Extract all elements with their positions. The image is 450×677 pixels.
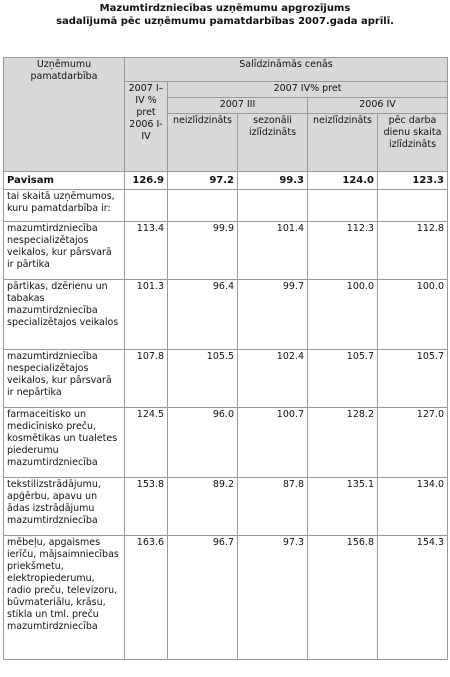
table-row [4,280,448,350]
subgroup-header: 2007 IV% pret [168,82,448,98]
cell-value: 99.7 [238,280,308,350]
row-label: mēbeļu, apgaismes ierīču, mājsaimniecības priekšmetu, elektropiederumu, radio preču, televizoru, būvmateriālu, krāsu, stikla un tml. preču mazumtirdzniecība [4,536,125,660]
cell-value: 100.7 [238,408,308,478]
period-b-header: 2006 IV [308,98,448,114]
cell-value: 113.4 [125,222,168,280]
cell-value: 87.8 [238,478,308,536]
cell-value: 123.3 [378,172,448,190]
cell-value: 124.5 [125,408,168,478]
turnover-table [3,57,448,660]
col-unadjusted2-header: neizlīdzināts [308,114,378,172]
cell-value: 97.2 [168,172,238,190]
cell-value: 96.7 [168,536,238,660]
cell-value: 124.0 [308,172,378,190]
row-label: mazumtirdzniecība nespecializētajos veikalos, kur pārsvarā ir nepārtika [4,350,125,408]
cell-value: 99.3 [238,172,308,190]
cell-value: 100.0 [308,280,378,350]
cell-value: 96.0 [168,408,238,478]
cell-value: 134.0 [378,478,448,536]
table-row [4,350,448,408]
row-label: tekstilizstrādājumu, apģērbu, apavu un ādas izstrādājumu mazumtirdzniecība [4,478,125,536]
title-line-2: sadalījumā pēc uzņēmumu pamatdarbības 2007.gada aprīlī. [56,16,394,27]
table-row [4,536,448,660]
cell-value: 107.8 [125,350,168,408]
col-seasonal-header: sezonāli izlīdzināts [238,114,308,172]
row-label: pārtikas, dzērienu un tabakas mazumtirdzniecība specializētajos veikalos [4,280,125,350]
table-row [4,172,448,190]
cell-value: 105.7 [378,350,448,408]
row-label: farmaceitisko un medicīnisko preču, kosmētikas un tualetes piederumu mazumtirdzniecība [4,408,125,478]
cell-value: 99.9 [168,222,238,280]
table-row [4,408,448,478]
cell-value: 97.3 [238,536,308,660]
table-row [4,190,448,222]
cell-value: 126.9 [125,172,168,190]
cell-value [168,190,238,222]
cell-value [378,190,448,222]
cell-value: 96.4 [168,280,238,350]
cell-value [238,190,308,222]
cell-value: 105.5 [168,350,238,408]
row-label: mazumtirdzniecība nespecializētajos veikalos, kur pārsvarā ir pārtika [4,222,125,280]
cell-value: 163.6 [125,536,168,660]
period-a-header: 2007 III [168,98,308,114]
col-unadjusted-header: neizlīdzināts [168,114,238,172]
cell-value: 100.0 [378,280,448,350]
group-header: Salīdzināmās cenās [125,58,448,82]
cell-value: 102.4 [238,350,308,408]
cell-value: 128.2 [308,408,378,478]
table-row [4,222,448,280]
row-label: tai skaitā uzņēmumos, kuru pamatdarbība ir: [4,190,125,222]
row-header: Uzņēmumu pamatdarbība [4,58,125,172]
cell-value: 135.1 [308,478,378,536]
cell-value: 101.4 [238,222,308,280]
table-row [4,478,448,536]
col-ytd-header: 2007 I–IV % pret 2006 I-IV [125,82,168,172]
cell-value: 101.3 [125,280,168,350]
cell-value: 89.2 [168,478,238,536]
cell-value: 112.8 [378,222,448,280]
cell-value: 156.8 [308,536,378,660]
cell-value [125,190,168,222]
row-label: Pavisam [4,172,125,190]
cell-value: 112.3 [308,222,378,280]
cell-value: 105.7 [308,350,378,408]
cell-value: 153.8 [125,478,168,536]
cell-value: 154.3 [378,536,448,660]
col-workdays-header: pēc darba dienu skaita izlīdzināts [378,114,448,172]
cell-value: 127.0 [378,408,448,478]
cell-value [308,190,378,222]
document-title [0,0,450,32]
title-line-1: Mazumtirdzniecības uzņēmumu apgrozījums [99,3,351,14]
